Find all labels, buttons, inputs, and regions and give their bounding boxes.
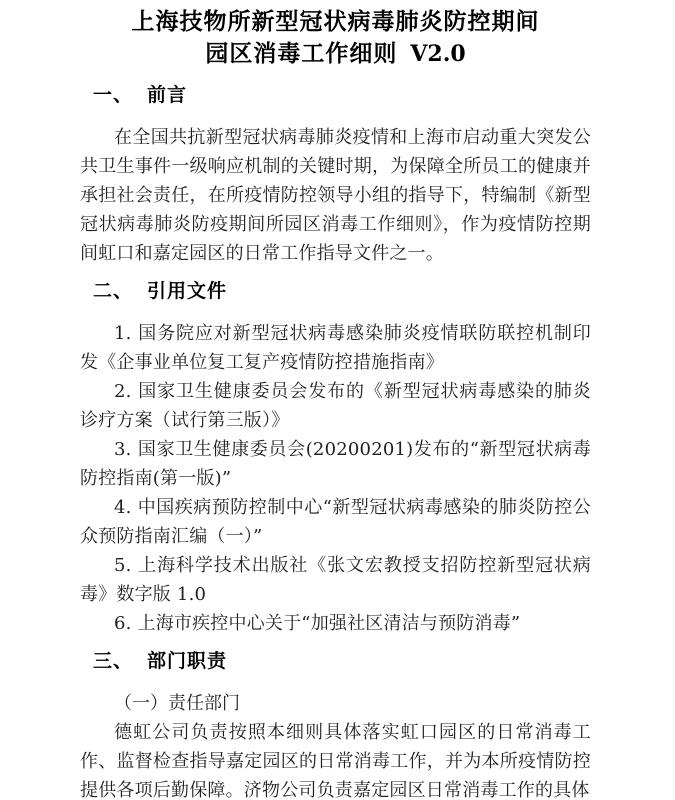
preface-paragraph: 在全国共抗新型冠状病毒肺炎疫情和上海市启动重大突发公共卫生事件一级响应机制的关键时期，为保障全所员工的健康并承担社会责任，在所疫情防控领导小组的指导下，特编制《新型冠状病毒肺炎防疫期间所园区消毒工作细则》，作为疫情防控期间虹口和嘉定园区的日常工作指导文件之一。: [80, 127, 591, 264]
reference-item: 2. 国家卫生健康委员会发布的《新型冠状病毒感染的肺炎诊疗方案（试行第三版）》: [80, 381, 591, 431]
document-version: V2.0: [410, 41, 466, 67]
reference-item: 4. 中国疾病预防控制中心“新型冠状病毒感染的肺炎防控公众预防指南汇编（一）”: [80, 497, 591, 547]
reference-item: 3. 国家卫生健康委员会(20200201)发布的“新型冠状病毒防控指南(第一版)”: [80, 439, 591, 489]
section-title: 前言: [147, 84, 188, 106]
section-heading-references: [80, 281, 591, 302]
reference-item: 5. 上海科学技术出版社《张文宏教授支招防控新型冠状病毒》数字版 1.0: [80, 555, 591, 605]
subsection-heading-responsible-department: （一）责任部门: [114, 693, 240, 714]
document-title-line1: 上海技物所新型冠状病毒肺炎防控期间: [131, 9, 540, 35]
responsibilities-paragraph: 德虹公司负责按照本细则具体落实虹口园区的日常消毒工作、监督检查指导嘉定园区的日常消毒工作，并为本所疫情防控提供各项后勤保障。济物公司负责嘉定园区日常消毒工作的具体: [80, 722, 591, 800]
reference-item: 1. 国务院应对新型冠状病毒感染肺炎疫情联防联控机制印发《企事业单位复工复产疫情防控措施指南》: [80, 323, 591, 373]
section-title: 部门职责: [147, 650, 228, 672]
section-heading-preface: [80, 85, 591, 106]
section-title: 引用文件: [147, 280, 228, 302]
section-heading-responsibilities: [80, 651, 591, 672]
section-number: 三、: [93, 650, 134, 672]
document-title: [80, 6, 591, 70]
document-title-line2: 园区消毒工作细则: [205, 41, 398, 67]
section-number: 二、: [93, 280, 134, 302]
section-number: 一、: [93, 84, 134, 106]
reference-item: 6. 上海市疾控中心关于“加强社区清洁与预防消毒”: [114, 613, 521, 634]
